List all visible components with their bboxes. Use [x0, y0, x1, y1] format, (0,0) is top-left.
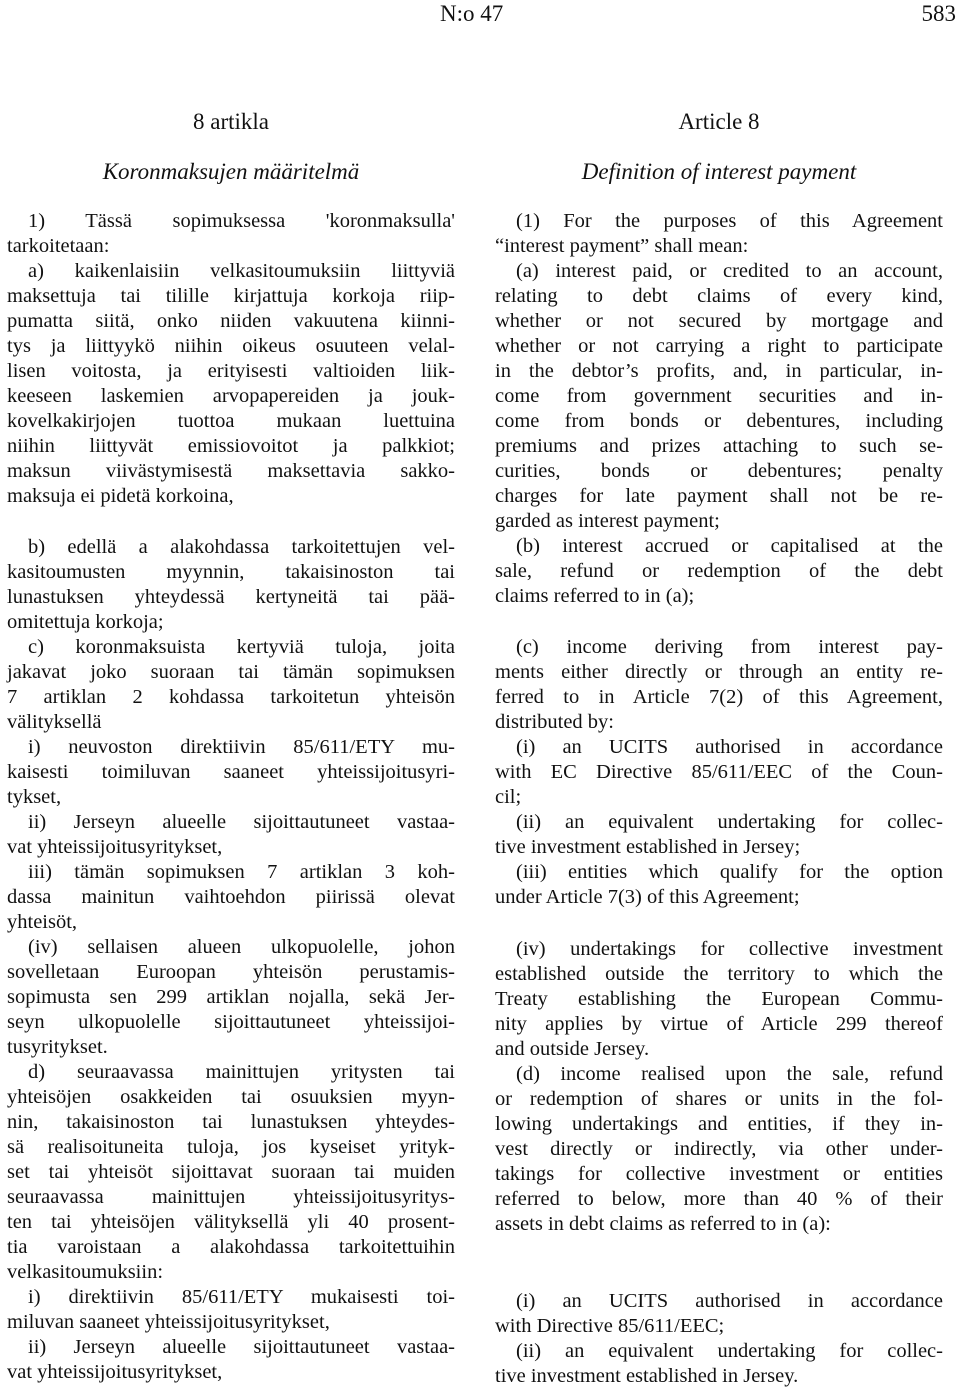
text-line: garded as interest payment;	[495, 510, 720, 532]
text-line: tive investment established in Jersey.	[495, 1365, 799, 1387]
text-line: (1) For the purposes of this Agreement	[516, 210, 943, 232]
text-line: (c) income deriving from interest pay-	[516, 636, 943, 658]
text-line: relating to debt claims of every kind,	[495, 285, 943, 307]
text-line: assets in debt claims as referred to in (a):	[495, 1213, 831, 1235]
text-line: takings for collective investment or entities	[495, 1163, 943, 1185]
text-line: yhteisöt,	[7, 911, 78, 933]
text-line: vat yhteissijoitusyritykset,	[7, 836, 223, 858]
text-line: (iv) sellaisen alueen ulkopuolelle, johon	[28, 936, 455, 958]
text-line: iii) tämän sopimuksen 7 artiklan 3 koh-	[28, 861, 455, 883]
text-line: maksuja ei pidetä korkoina,	[7, 485, 234, 507]
text-line: sale, refund or redemption of the debt	[495, 560, 943, 582]
text-line: (iv) undertakings for collective investment	[516, 938, 943, 960]
text-line: premiums and prizes attaching to such se-	[495, 435, 943, 457]
text-line: pumatta siitä, onko niiden vakuutena kiinni-	[7, 310, 455, 332]
text-line: c) koronmaksuista kertyviä tuloja, joita	[28, 636, 455, 658]
text-line: (ii) an equivalent undertaking for collec-	[516, 811, 943, 833]
text-line: come from government securities and in-	[495, 385, 943, 407]
text-line: referred to below, more than 40 % of their	[495, 1188, 943, 1210]
text-line: tusyritykset.	[7, 1036, 108, 1058]
text-line: velkasitoumuksiin:	[7, 1261, 164, 1283]
finnish-paragraph	[7, 535, 455, 1385]
english-paragraph	[495, 635, 943, 910]
text-line: välityksellä	[7, 711, 102, 733]
english-article-title: Article 8	[678, 109, 760, 134]
text-line: distributed by:	[495, 711, 615, 733]
text-line: lowing undertakings and entities, if they in-	[495, 1113, 943, 1135]
finnish-article-heading: Koronmaksujen määritelmä	[102, 159, 360, 184]
finnish-paragraph	[7, 209, 455, 509]
text-line: jakavat joko suoraan tai tämän sopimuksen	[7, 661, 455, 683]
text-line: (ii) an equivalent undertaking for collec-	[516, 1340, 943, 1362]
text-line: b) edellä a alakohdassa tarkoitettujen vel-	[28, 536, 455, 558]
text-line: “interest payment” shall mean:	[495, 235, 749, 257]
text-line: curities, bonds or debentures; penalty	[495, 460, 943, 482]
text-line: whether or not carrying a right to participate	[495, 335, 943, 357]
text-line: come from bonds or debentures, including	[495, 410, 943, 432]
text-line: maksun viivästymisestä maksettavia sakko-	[7, 460, 455, 482]
text-line: in the debtor’s profits, and, in particular, in-	[495, 360, 943, 382]
text-line: or redemption of shares or units in the fol-	[495, 1088, 943, 1110]
text-line: dassa mainitun vaihtoehdon piirissä olevat	[7, 886, 455, 908]
text-line: tia varoistaan a alakohdassa tarkoitettuihin	[7, 1236, 455, 1258]
text-line: ii) Jerseyn alueelle sijoittautuneet vastaa-	[28, 1336, 455, 1358]
text-line: (a) interest paid, or credited to an account,	[516, 260, 943, 282]
text-line: cil;	[495, 786, 522, 808]
text-line: tykset,	[7, 786, 62, 808]
journal-number: N:o 47	[440, 1, 504, 26]
english-paragraph	[495, 209, 943, 609]
text-line: tive investment established in Jersey;	[495, 836, 801, 858]
text-line: tys ja liittyykö niihin oikeus osuuteen velal-	[7, 335, 455, 357]
text-line: i) direktiivin 85/611/ETY mukaisesti toi-	[28, 1286, 455, 1308]
text-line: i) neuvoston direktiivin 85/611/ETY mu-	[28, 736, 455, 758]
text-line: ments either directly or through an entity re-	[495, 661, 943, 683]
text-line: whether or not secured by mortgage and	[495, 310, 943, 332]
text-line: 7 artiklan 2 kohdassa tarkoitetun yhteisön	[7, 686, 455, 708]
text-line: (d) income realised upon the sale, refund	[516, 1063, 943, 1085]
finnish-article-title: 8 artikla	[193, 109, 269, 134]
text-line: yhteisöjen osakkeiden tai osuuksien myyn-	[7, 1086, 455, 1108]
text-line: kovelkakirjojen tuottoa mukaan luettuina	[7, 410, 455, 432]
text-line: sovelletaan Euroopan yhteisön perustamis-	[7, 961, 455, 983]
text-line: and outside Jersey.	[495, 1038, 650, 1060]
text-line: (iii) entities which qualify for the option	[516, 861, 943, 883]
text-line: kaisesti toimiluvan saaneet yhteissijoitusyri-	[7, 761, 455, 783]
text-line: niihin liittyvät emissiovoitot ja palkkiot;	[7, 435, 455, 457]
text-line: nin, takaisinoston tai lunastuksen yhteydes-	[7, 1111, 455, 1133]
text-line: ferred to in Article 7(2) of this Agreement,	[495, 686, 943, 708]
text-line: established outside the territory to which the	[495, 963, 943, 985]
english-paragraph	[495, 1289, 943, 1389]
text-line: keeseen laskemien arvopapereiden ja jouk-	[7, 385, 455, 407]
text-line: under Article 7(3) of this Agreement;	[495, 886, 800, 908]
text-line: charges for late payment shall not be re-	[495, 485, 943, 507]
text-line: nity applies by virtue of Article 299 thereof	[495, 1013, 943, 1035]
text-line: a) kaikenlaisiin velkasitoumuksiin liittyviä	[28, 260, 455, 282]
page-number: 583	[921, 1, 956, 26]
text-line: kasitoumusten myynnin, takaisinoston tai	[7, 561, 455, 583]
text-line: tarkoitetaan:	[7, 235, 110, 257]
text-line: vest directly or indirectly, via other under-	[495, 1138, 943, 1160]
text-line: with EC Directive 85/611/EEC of the Coun-	[495, 761, 943, 783]
text-line: d) seuraavassa mainittujen yritysten tai	[28, 1061, 455, 1083]
text-line: (b) interest accrued or capitalised at the	[516, 535, 943, 557]
text-line: seuraavassa mainittujen yhteissijoitusyritys-	[7, 1186, 455, 1208]
text-line: (i) an UCITS authorised in accordance	[516, 1290, 943, 1312]
text-line: 1) Tässä sopimuksessa 'koronmaksulla'	[28, 210, 455, 232]
text-line: miluvan saaneet yhteissijoitusyritykset,	[7, 1311, 330, 1333]
text-line: lunastuksen yhteydessä kertyneitä tai pää-	[7, 586, 455, 608]
text-line: set tai yhteisöt sijoittavat suoraan tai muiden	[7, 1161, 455, 1183]
text-line: omitettuja korkoja;	[7, 611, 164, 633]
text-line: Treaty establishing the European Commu-	[495, 988, 943, 1010]
text-line: seyn ulkopuolelle sijoittautuneet yhteissijoi-	[7, 1011, 455, 1033]
text-line: sopimusta sen 299 artiklan nojalla, sekä Jer-	[7, 986, 455, 1008]
text-line: lisen voitosta, ja erityisesti valtioiden liik-	[7, 360, 455, 382]
english-paragraph	[495, 937, 943, 1237]
text-line: ten tai yhteisöjen välityksellä yli 40 prosent-	[7, 1211, 455, 1233]
english-article-heading: Definition of interest payment	[581, 159, 857, 184]
text-line: claims referred to in (a);	[495, 585, 695, 607]
text-line: sä realisoituneita tuloja, jos kyseiset yrityk-	[7, 1136, 455, 1158]
text-line: with Directive 85/611/EEC;	[495, 1315, 725, 1337]
text-line: (i) an UCITS authorised in accordance	[516, 736, 943, 758]
text-line: vat yhteissijoitusyritykset,	[7, 1361, 223, 1383]
text-line: ii) Jerseyn alueelle sijoittautuneet vastaa-	[28, 811, 455, 833]
text-line: maksettuja tai tilille kirjattuja korkoja riip-	[7, 285, 455, 307]
